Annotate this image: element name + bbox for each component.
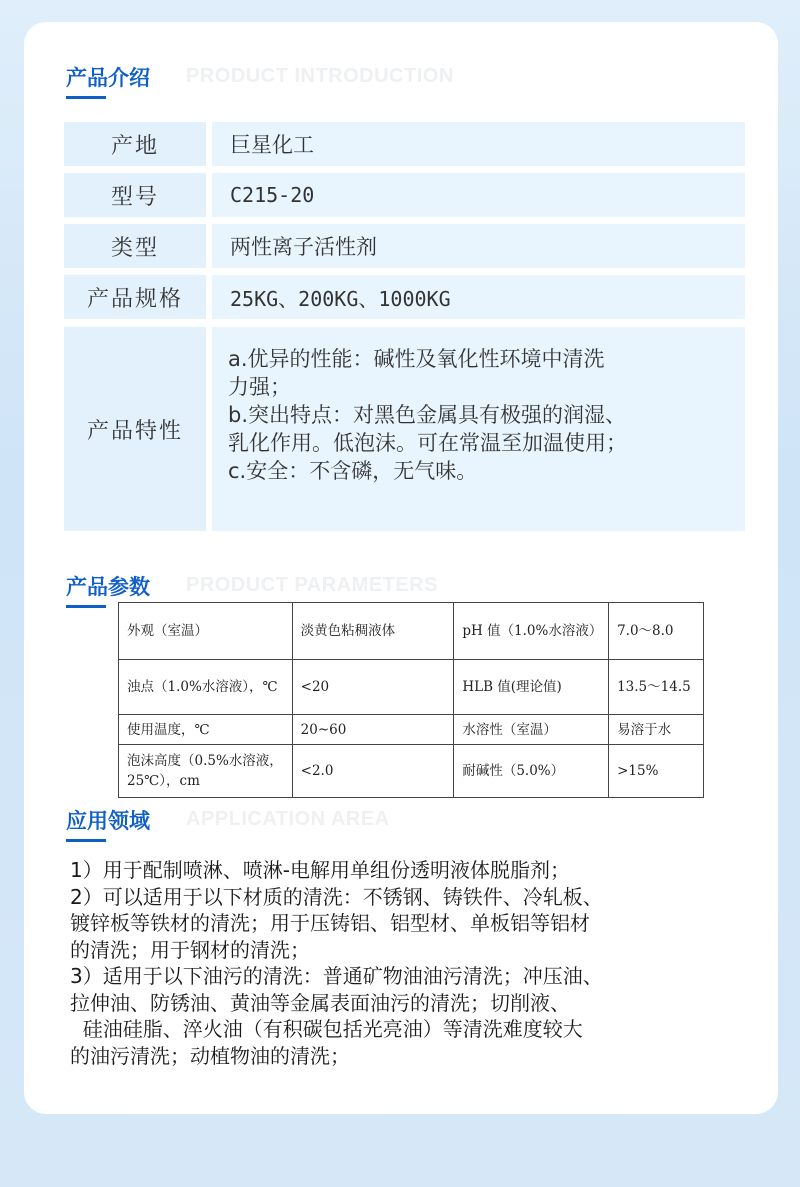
info-row-model [64,173,745,217]
feature-line: 乳化作用。低泡沫。可在常温至加温使用； [228,431,627,455]
table-cell: <20 [292,660,454,715]
table-cell: HLB 值(理论值) [454,660,609,715]
params-table [118,602,704,798]
feature-line: b.突出特点：对黑色金属具有极强的润湿、 [228,403,627,427]
info-value: 25KG、200KG、1000KG [212,275,745,319]
info-value: 两性离子活性剂 [212,224,745,268]
info-row-features [64,327,745,531]
intro-title: 产品介绍 [66,66,150,90]
info-value: C215-20 [212,173,745,217]
table-cell: 外观（室温） [119,603,293,660]
table-cell: 淡黄色粘稠液体 [292,603,454,660]
table-cell: 耐碱性（5.0%） [454,745,609,798]
application-line: 的清洗；用于钢材的清洗； [70,937,310,962]
table-cell: 泡沫高度（0.5%水溶液，25℃），cm [119,745,293,798]
info-label: 类型 [64,224,206,268]
table-cell: 使用温度，℃ [119,715,293,745]
table-cell: 7.0～8.0 [609,603,704,660]
application-line: 1）用于配制喷淋、喷淋-电解用单组份透明液体脱脂剂； [70,858,570,882]
table-cell: 水溶性（室温） [454,715,609,745]
params-title-en: PRODUCT PARAMETERS [186,574,438,596]
table-cell: 浊点（1.0%水溶液），℃ [119,660,293,715]
app-title-en: APPLICATION AREA [186,808,390,830]
application-line: 的油污清洗；动植物油的清洗； [70,1043,350,1068]
table-row [119,745,704,798]
params-title: 产品参数 [66,575,150,599]
info-row-origin [64,122,745,166]
info-row-type [64,224,745,268]
table-row [119,715,704,745]
application-text [70,857,770,1069]
table-cell: pH 值（1.0%水溶液） [454,603,609,660]
table-cell: <2.0 [292,745,454,798]
info-label: 产地 [64,122,206,166]
app-title: 应用领域 [66,809,150,833]
application-line: 3）适用于以下油污的清洗：普通矿物油油污清洗；冲压油、 [70,964,603,988]
intro-title-en: PRODUCT INTRODUCTION [186,65,454,87]
features-text [212,327,745,531]
application-line: 硅油硅脂、淬火油（有积碳包括光亮油）等清洗难度较大 [70,1017,583,1041]
info-row-spec [64,275,745,319]
info-label: 型号 [64,173,206,217]
table-cell: 13.5～14.5 [609,660,704,715]
info-label: 产品规格 [64,275,206,319]
feature-line: 力强； [228,375,291,399]
feature-line: c.安全：不含磷，无气味。 [228,459,478,483]
feature-line: a.优异的性能：碱性及氧化性环境中清洗 [228,347,605,371]
table-row [119,603,704,660]
application-line: 镀锌板等铁材的清洗；用于压铸铝、铝型材、单板铝等铝材 [70,911,590,935]
application-line: 拉伸油、防锈油、黄油等金属表面油污的清洗；切削液、 [70,990,570,1015]
app-title-underline [66,839,106,842]
params-title-underline [66,605,106,608]
info-label: 产品特性 [64,327,206,531]
info-value: 巨星化工 [212,122,745,166]
table-cell: 20~60 [292,715,454,745]
table-row [119,660,704,715]
table-cell: >15% [609,745,704,798]
application-line: 2）可以适用于以下材质的清洗：不锈钢、铸铁件、冷轧板、 [70,884,603,909]
table-cell: 易溶于水 [609,715,704,745]
intro-title-underline [66,96,106,99]
